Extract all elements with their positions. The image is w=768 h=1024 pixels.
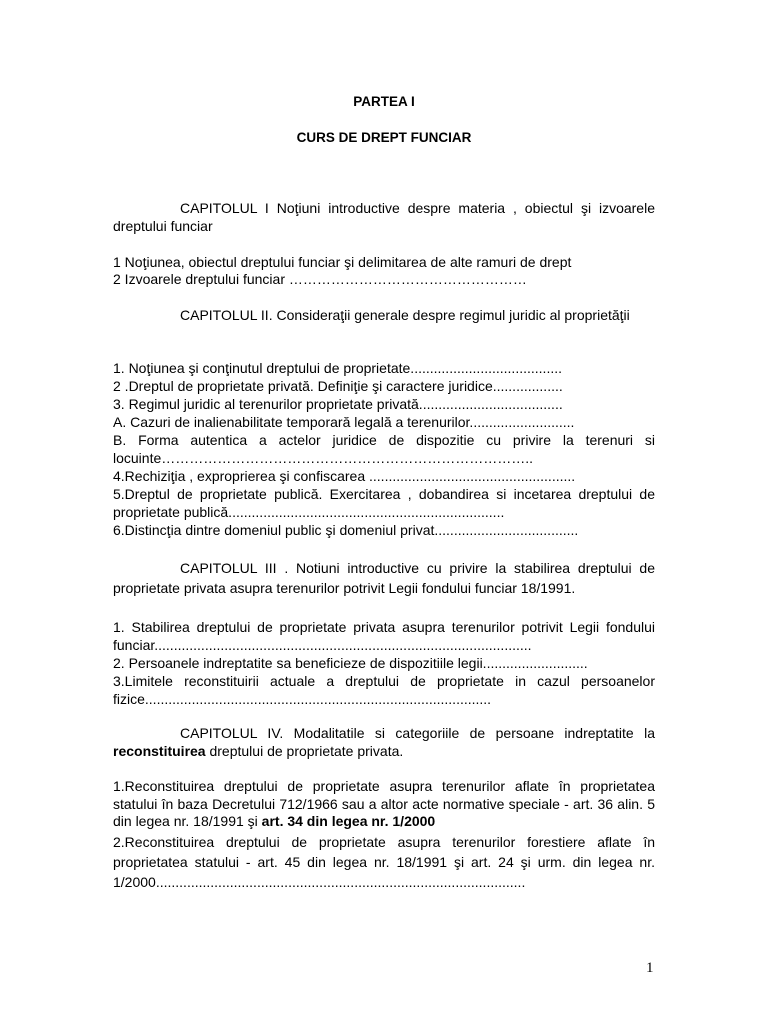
chapter-4-heading-start: CAPITOLUL IV. Modalitatile si categoriile de persoane indreptatite la: [180, 725, 655, 741]
chapter-3-item-3: 3.Limitele reconstituirii actuale a dreptului de proprietate in cazul persoanelor fizice.........................................................................................: [113, 673, 655, 707]
chapter-2-heading: CAPITOLUL II. Consideraţii generale despre regimul juridic al proprietăţii: [180, 307, 630, 323]
chapter-4-heading-end: dreptului de proprietate privata.: [205, 742, 404, 759]
chapter-2-item-5: 5.Dreptul de proprietate publică. Exercitarea , dobandirea si incetarea dreptului de proprietate publică.......................................................................: [113, 486, 655, 520]
chapter-3-item-2: 2. Persoanele indreptatite sa beneficieze de dispozitiile legii...........................: [113, 655, 588, 671]
chapter-2-item-b: B. Forma autentica a actelor juridice de dispozitie cu privire la terenuri si locuinte……………………………………………………………………..: [113, 432, 655, 466]
chapter-3-heading: CAPITOLUL III . Notiuni introductive cu privire la stabilirea dreptului de proprietate privata asupra terenurilor potrivit Legii fondului funciar 18/1991.: [113, 560, 655, 596]
chapter-1-item-2: 2 Izvoarele dreptului funciar ……………………………………………: [113, 271, 527, 287]
chapter-4-item-1: [113, 778, 655, 831]
page-number: 1: [646, 960, 654, 976]
chapter-3-item-1: 1. Stabilirea dreptului de proprietate privata asupra terenurilor potrivit Legii fondului funciar.................................................................................................: [113, 619, 655, 653]
chapter-4-item-2: 2.Reconstituirea dreptului de proprietate asupra terenurilor forestiere aflate în proprietatea statului - art. 45 din legea nr. 18/1991 şi art. 24 şi urm. din legea nr. 1/2000...............................................................................................: [113, 834, 655, 890]
chapter-2-item-3: 3. Regimul juridic al terenurilor proprietate privată.....................................: [113, 396, 563, 412]
part-title: PARTEA I: [353, 94, 415, 109]
chapter-4-item-1-text: 1.Reconstituirea dreptului de proprietate asupra terenurilor aflate în proprietatea statului în baza Decretului 712/1966 sau a altor acte normative speciale - art. 36 alin. 5 din legea nr. 18/1991 şi: [113, 778, 655, 829]
chapter-1-item-1: 1 Noţiunea, obiectul dreptului funciar şi delimitarea de alte ramuri de drept: [113, 254, 572, 270]
chapter-2-item-a: A. Cazuri de inalienabilitate temporară legală a terenurilor...........................: [113, 414, 575, 430]
chapter-4-heading-emphasis: reconstituirea: [113, 742, 206, 759]
course-title: CURS DE DREPT FUNCIAR: [296, 130, 472, 145]
chapter-2-item-6: 6.Distincţia dintre domeniul public şi domeniul privat.....................................: [113, 522, 579, 538]
chapter-2-item-2: 2 .Dreptul de proprietate privată. Definiţie şi caractere juridice..................: [113, 378, 563, 394]
chapter-2-item-1: 1. Noţiunea şi conţinutul dreptului de proprietate.......................................: [113, 360, 562, 376]
chapter-2-item-4: 4.Rechiziţia , exproprierea şi confiscarea .....................................................: [113, 468, 576, 484]
chapter-4-heading: [113, 725, 655, 760]
chapter-4-item-1-bold: art. 34 din legea nr. 1/2000: [261, 813, 436, 829]
chapter-1-heading: CAPITOLUL I Noţiuni introductive despre materia , obiectul şi izvoarele dreptului funciar: [113, 200, 655, 234]
